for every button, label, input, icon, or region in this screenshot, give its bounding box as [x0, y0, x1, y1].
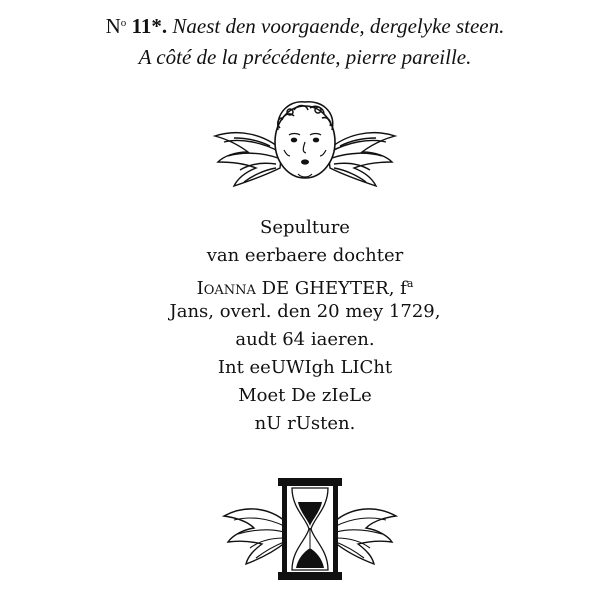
epitaph-line-5: audt 64 iaeren. — [235, 329, 375, 350]
heading-dutch: Naest den voorgaende, dergelyke steen. — [172, 14, 505, 38]
inscription-number: 11*. — [131, 14, 168, 38]
epitaph-line-1: Sepulture — [260, 217, 350, 238]
inscription-heading — [0, 10, 610, 39]
deceased-first-name: Ioanna — [196, 278, 256, 299]
epitaph-line-6: Int eeUWIgh LICht — [217, 357, 393, 378]
heading-french: A côté de la précédente, pierre pareille. — [138, 45, 472, 69]
epitaph-line-8: nU rUsten. — [254, 413, 356, 434]
number-prefix: N — [105, 14, 121, 38]
filia-superscript: a — [406, 277, 414, 290]
epitaph-line-4: Jans, overl. den 20 mey 1729, — [169, 301, 441, 322]
epitaph-line-2: van eerbaere dochter — [206, 245, 404, 266]
deceased-surname: DE GHEYTER, f — [261, 278, 407, 299]
epitaph-line-3 — [0, 270, 610, 298]
winged-hourglass-icon — [222, 472, 398, 587]
heading-french-row — [0, 44, 610, 70]
winged-cherub-head-icon — [210, 90, 400, 195]
epitaph-text — [0, 214, 610, 438]
epitaph-line-7: Moet De zIeLe — [238, 385, 372, 406]
number-degree: o — [120, 17, 127, 29]
